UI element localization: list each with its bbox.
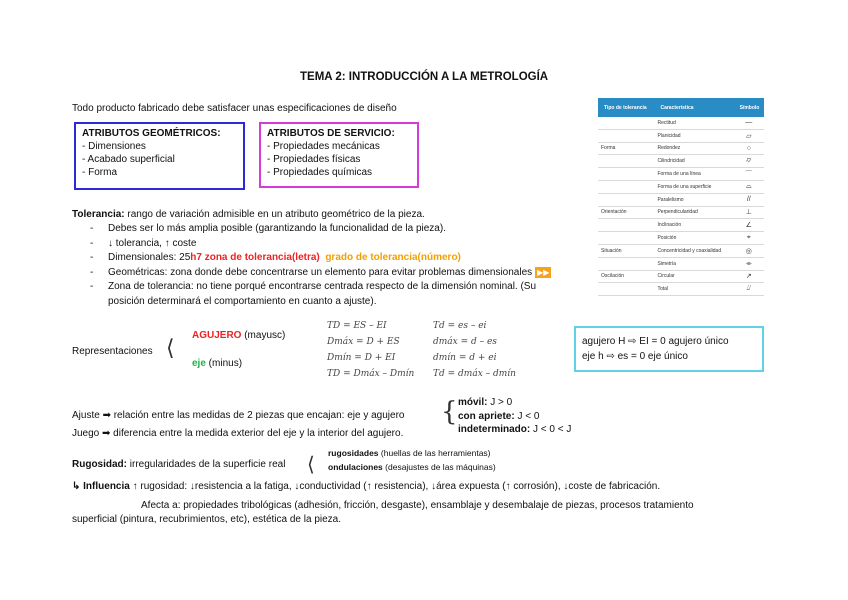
tolerance-definition — [72, 209, 425, 220]
shaft-formula: Td = dmáx – dmín — [433, 369, 516, 379]
geo-item: - Acabado superficial — [82, 154, 175, 165]
table-cell-symbol: ◎ — [734, 244, 764, 257]
roughness-definition — [72, 459, 285, 470]
fit-type-value: J > 0 — [487, 397, 513, 408]
table-row — [598, 283, 764, 296]
option-note: (desajustes de las máquinas) — [382, 462, 496, 472]
table-cell-group — [598, 193, 654, 206]
dimensional-prefix: Dimensionales: 25 — [108, 252, 191, 264]
table-cell-group — [598, 129, 654, 142]
hole-formula: TD = ES – EI — [327, 321, 387, 331]
table-cell-group: Oscilación — [598, 270, 654, 283]
table-cell-group: Situación — [598, 244, 654, 257]
table-cell-feature: Simetría — [654, 257, 733, 270]
table-cell-feature: Forma de una superficie — [654, 180, 733, 193]
roughness-label: Rugosidad: — [72, 459, 127, 470]
tolerance-grade-label: grado de tolerancia(número) — [325, 252, 461, 264]
intro-text: Todo producto fabricado debe satisfacer unas especificaciones de diseño — [72, 103, 397, 114]
geometric-text: Geométricas: zona donde debe concentrarse un elemento para evitar problemas dimensionales — [108, 266, 533, 278]
table-header: Característica — [654, 98, 733, 117]
list-item: - ↓ tolerancia, ↑ coste — [90, 237, 610, 252]
fit-type-item — [458, 410, 571, 424]
fit-type-label: con apriete: — [458, 410, 515, 422]
affects-line2: superficial (pintura, recubrimientos, etc), estética de la pieza. — [72, 514, 342, 525]
roughness-option — [328, 446, 496, 460]
curly-brace-icon: { — [441, 397, 458, 427]
table-row — [598, 117, 764, 129]
table-cell-symbol: // — [734, 193, 764, 206]
tolerance-zone-label: h7 zona de tolerancia(letra) — [190, 252, 320, 264]
unique-hole-line: agujero H ⇨ EI = 0 agujero único — [582, 336, 729, 347]
table-cell-feature: Inclinación — [654, 219, 733, 232]
geo-heading: ATRIBUTOS GEOMÉTRICOS: — [82, 128, 221, 139]
shaft-formula: Td = es – ei — [433, 321, 487, 331]
table-cell-symbol: ⌒ — [734, 168, 764, 181]
table-cell-feature: Forma de una línea — [654, 168, 733, 181]
table-cell-feature: Redondez — [654, 142, 733, 155]
table-cell-symbol: ▱ — [734, 129, 764, 142]
table-row — [598, 232, 764, 245]
table-cell-feature: Paralelismo — [654, 193, 733, 206]
table-row — [598, 206, 764, 219]
table-cell-symbol: ↗ — [734, 270, 764, 283]
fit-type-label: indeterminado: — [458, 424, 531, 435]
table-cell-symbol: ⌰ — [734, 283, 764, 296]
table-header: Tipo de tolerancia — [598, 98, 654, 117]
option-note: (huellas de las herramientas) — [378, 448, 491, 458]
tolerance-list — [90, 222, 610, 310]
tolerance-symbols-table — [598, 98, 764, 296]
table-cell-group — [598, 180, 654, 193]
service-item: - Propiedades físicas — [267, 154, 361, 165]
table-row — [598, 244, 764, 257]
shaft-formula: dmín = d + ei — [433, 353, 497, 363]
affects-line1: Afecta a: propiedades tribológicas (adhesión, fricción, desgaste), ensamblaje y desembalaje de piezas, procesos tratamiento — [141, 500, 694, 511]
option-label: ondulaciones — [328, 462, 383, 472]
hole-label — [192, 330, 285, 341]
table-row — [598, 193, 764, 206]
roughness-text: irregularidades de la superficie real — [127, 459, 286, 470]
table-cell-symbol: ⌯ — [734, 257, 764, 270]
list-item — [90, 280, 610, 309]
table-cell-symbol: ⌭ — [734, 155, 764, 168]
unique-shaft-line: eje h ⇨ es = 0 eje único — [582, 351, 688, 362]
table-cell-feature: Cilindricidad — [654, 155, 733, 168]
geo-item: - Dimensiones — [82, 141, 146, 152]
list-item — [90, 251, 610, 266]
hole-formula: TD = Dmáx – Dmín — [327, 369, 415, 379]
fit-type-label: móvil: — [458, 397, 488, 408]
brace-icon: ⟨ — [307, 452, 315, 476]
fit-type-value: J < 0 — [514, 410, 540, 422]
service-item: - Propiedades mecánicas — [267, 141, 380, 152]
table-cell-group: Orientación — [598, 206, 654, 219]
page-title: TEMA 2: INTRODUCCIÓN A LA METROLOGÍA — [300, 71, 549, 83]
roughness-option — [328, 460, 496, 474]
representations-label: Representaciones — [72, 346, 153, 357]
tolerance-text: rango de variación admisible en un atributo geométrico de la pieza. — [124, 209, 425, 220]
fit-type-item — [458, 396, 571, 410]
tolerance-label: Tolerancia: — [72, 209, 125, 220]
fit-type-value: J < 0 < J — [530, 424, 572, 435]
table-row — [598, 129, 764, 142]
list-item — [90, 266, 610, 281]
table-cell-feature: Concentricidad y coaxialidad — [654, 244, 733, 257]
table-row — [598, 257, 764, 270]
table-cell-symbol: ∠ — [734, 219, 764, 232]
shaft-formula: dmáx = d – es — [433, 337, 497, 347]
zone-text-line2: posición determinará el comportamiento en cuanto a ajuste). — [108, 295, 377, 307]
forward-arrow-icon: ▶▶ — [537, 267, 550, 277]
table-cell-group — [598, 117, 654, 129]
table-cell-feature: Circular — [654, 270, 733, 283]
influence-label: ↳ Influencia — [72, 481, 130, 492]
table-cell-feature: Perpendicularidad — [654, 206, 733, 219]
table-cell-symbol: ○ — [734, 142, 764, 155]
fit-types — [458, 396, 571, 437]
clearance-definition: Juego ➡ diferencia entre la medida exterior del eje y la interior del agujero. — [72, 428, 404, 439]
hole-formula: Dmín = D + EI — [327, 353, 396, 363]
brace-icon: ⟨ — [166, 336, 175, 361]
eje-note: (minus) — [205, 358, 243, 369]
agujero-text: AGUJERO — [192, 330, 242, 341]
service-heading: ATRIBUTOS DE SERVICIO: — [267, 128, 395, 139]
table-cell-feature: Rectitud — [654, 117, 733, 129]
table-cell-feature: Total — [654, 283, 733, 296]
service-item: - Propiedades químicas — [267, 167, 373, 178]
agujero-note: (mayusc) — [241, 330, 286, 341]
eje-text: eje — [192, 358, 206, 369]
geometric-attributes-box — [74, 122, 245, 190]
table-cell-feature: Posición — [654, 232, 733, 245]
table-header: Símbolo — [734, 98, 764, 117]
table-row — [598, 219, 764, 232]
fit-type-item — [458, 423, 571, 437]
influence-line — [72, 481, 660, 492]
table-cell-group — [598, 168, 654, 181]
table-row — [598, 155, 764, 168]
shaft-label — [192, 358, 242, 369]
zone-text-line1: Zona de tolerancia: no tiene porqué encontrarse centrada respecto de la dimensión nominal. (Su — [108, 281, 537, 293]
table-cell-symbol: — — [734, 117, 764, 129]
hole-formula: Dmáx = D + ES — [327, 337, 400, 347]
geo-item: - Forma — [82, 167, 117, 178]
unique-system-box — [574, 326, 764, 372]
table-cell-group — [598, 155, 654, 168]
roughness-options — [328, 446, 496, 474]
table-row — [598, 142, 764, 155]
table-cell-symbol: ⌖ — [734, 232, 764, 245]
table-row — [598, 270, 764, 283]
table-row — [598, 168, 764, 181]
influence-text: ↑ rugosidad: ↓resistencia a la fatiga, ↓conductividad (↑ resistencia), ↓área expuesta (↑ corrosión), ↓coste de fabricación. — [129, 481, 661, 492]
service-attributes-box — [259, 122, 419, 188]
table-row — [598, 180, 764, 193]
table-cell-symbol: ⌓ — [734, 180, 764, 193]
table-cell-group: Forma — [598, 142, 654, 155]
table-cell-feature: Planicidad — [654, 129, 733, 142]
fit-definition: Ajuste ➡ relación entre las medidas de 2 piezas que encajan: eje y agujero — [72, 410, 405, 421]
list-item: - Debes ser lo más amplia posible (garantizando la funcionalidad de la pieza). — [90, 222, 610, 237]
table-cell-symbol: ⊥ — [734, 206, 764, 219]
option-label: rugosidades — [328, 448, 379, 458]
